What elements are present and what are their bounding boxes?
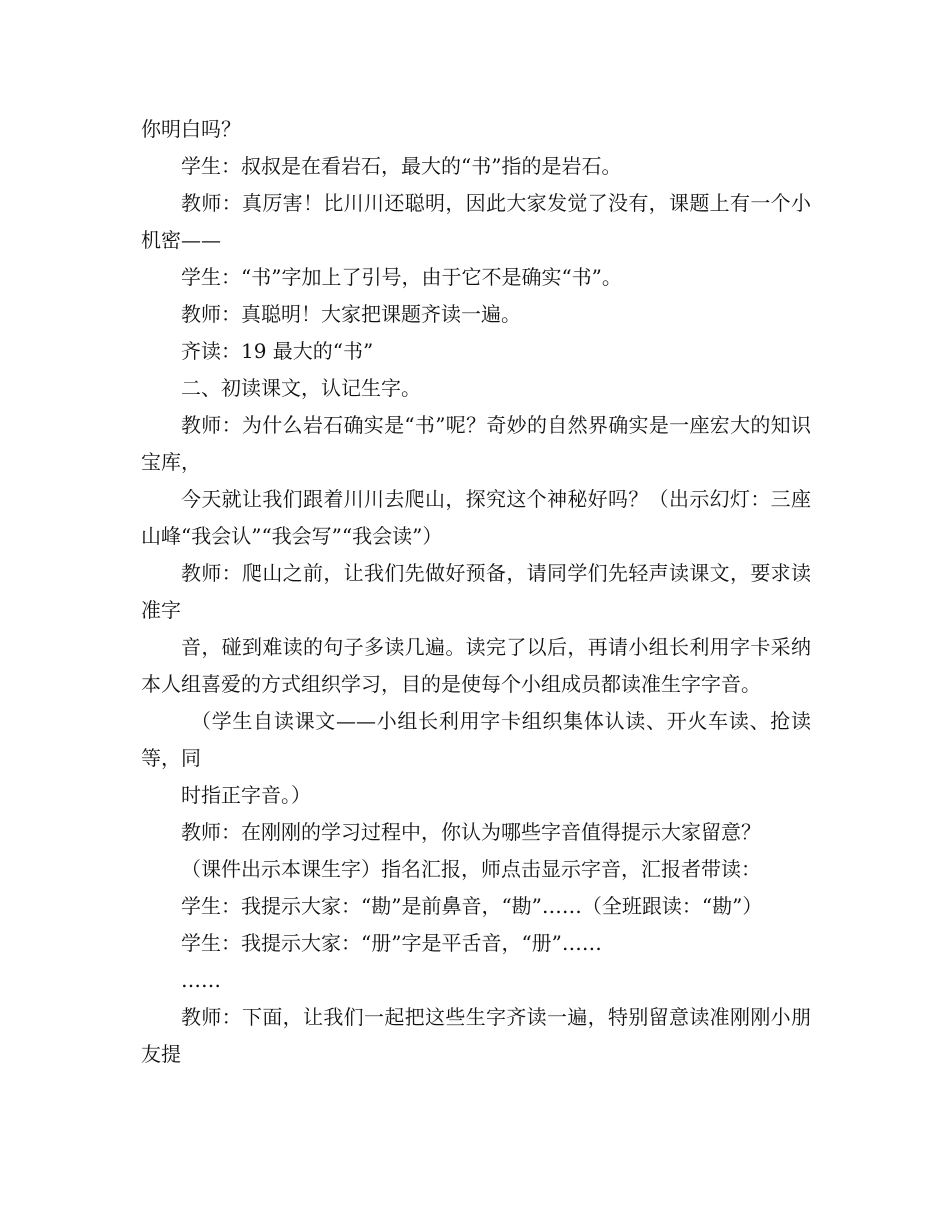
paragraph-0: 你明白吗？ xyxy=(141,117,241,141)
paragraph-8: 今天就让我们跟着川川去爬山，探究这个神秘好吗？（出示幻灯：三座山峰“我会认”“我会写”“我会读”） xyxy=(141,487,811,548)
paragraph-13: 教师：在刚刚的学习过程中，你认为哪些字音值得提示大家留意？ xyxy=(181,820,761,844)
paragraph-15: 学生：我提示大家：“勘”是前鼻音，“勘”……（全班跟读：“勘”） xyxy=(181,894,763,918)
paragraph-2: 教师：真厉害！比川川还聪明，因此大家发觉了没有，课题上有一个小机密—— xyxy=(141,191,811,252)
paragraph-4: 教师：真聪明！大家把课题齐读一遍。 xyxy=(181,302,521,326)
paragraph-18: 教师：下面，让我们一起把这些生字齐读一遍，特别留意读准刚刚小朋友提 xyxy=(141,1005,811,1066)
paragraph-14: （课件出示本课生字）指名汇报，师点击显示字音，汇报者带读： xyxy=(181,857,761,881)
document-body xyxy=(141,111,811,1073)
paragraph-10: 音，碰到难读的句子多读几遍。读完了以后，再请小组长利用字卡采纳本人组喜爱的方式组织学习，目的是使每个小组成员都读准生字字音。 xyxy=(141,635,811,696)
paragraph-12: 时指正字音。） xyxy=(181,783,311,807)
paragraph-11: （学生自读课文——小组长利用字卡组织集体认读、开火车读、抢读等，同 xyxy=(141,709,811,770)
paragraph-16: 学生：我提示大家：“册”字是平舌音，“册”…… xyxy=(181,931,602,955)
paragraph-17: …… xyxy=(181,968,221,992)
paragraph-9: 教师：爬山之前，让我们先做好预备，请同学们先轻声读课文，要求读准字 xyxy=(141,561,811,622)
paragraph-5: 齐读：19 最大的“书” xyxy=(181,339,374,363)
paragraph-6: 二、初读课文，认记生字。 xyxy=(181,376,421,400)
paragraph-1: 学生：叔叔是在看岩石，最大的“书”指的是岩石。 xyxy=(181,154,622,178)
paragraph-7: 教师：为什么岩石确实是“书”呢？奇妙的自然界确实是一座宏大的知识宝库， xyxy=(141,413,811,474)
paragraph-3: 学生：“书”字加上了引号，由于它不是确实“书”。 xyxy=(181,265,622,289)
